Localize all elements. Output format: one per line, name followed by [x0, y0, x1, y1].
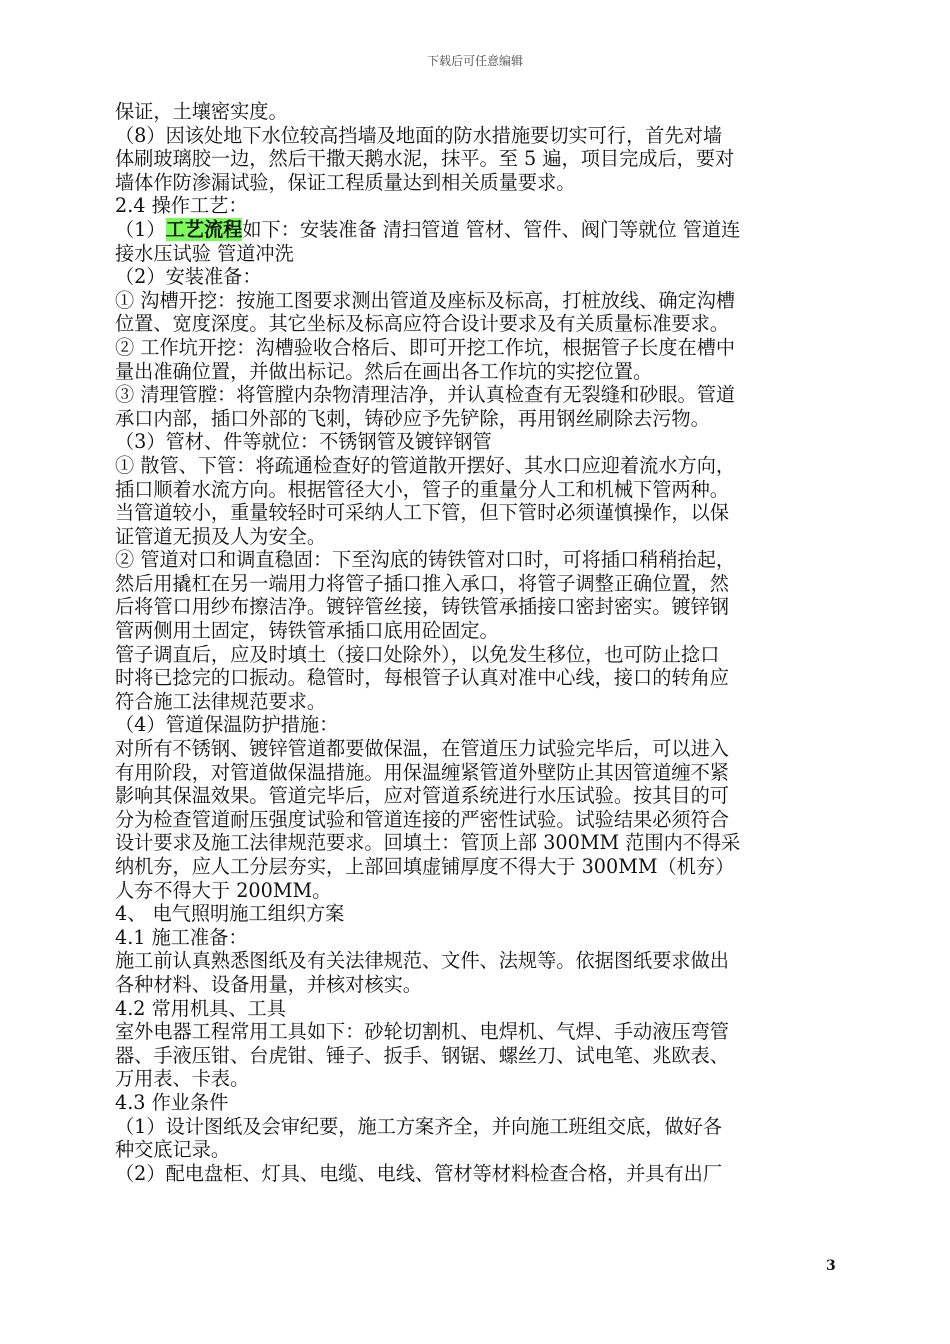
text-line: 然后用撬杠在另一端用力将管子插口推入承口，将管子调整正确位置，然 — [115, 571, 729, 595]
text-line: 有用阶段，对管道做保温措施。用保温缠紧管道外壁防止其因管道缠不紧 — [115, 760, 729, 784]
text-line: 各种材料、设备用量，并核对核实。 — [115, 972, 422, 996]
text-line: ② 管道对口和调直稳固：下至沟底的铸铁管对口时，可将插口稍稍抬起， — [115, 548, 736, 572]
page-header: 下载后可任意编辑 — [426, 54, 523, 68]
text-line: （4）管道保温防护措施： — [115, 713, 339, 737]
text-line: 4.1 施工准备： — [115, 925, 248, 949]
text-line: 符合施工法律规范要求。 — [115, 689, 327, 713]
highlighted-term: 工艺流程 — [165, 217, 243, 241]
text-line: 4.3 作业条件 — [115, 1090, 229, 1114]
text-line: 管子调直后，应及时填土（接口处除外），以免发生移位，也可防止捻口 — [115, 642, 720, 666]
text-line: ① 沟槽开挖：按施工图要求测出管道及座标及标高，打桩放线、确定沟槽 — [115, 288, 736, 312]
text-line: 对所有不锈钢、镀锌管道都要做保温，在管道压力试验完毕后，可以进入 — [115, 737, 729, 761]
text-line: 4.2 常用机具、工具 — [115, 996, 286, 1020]
text-line: （2）安装准备： — [115, 265, 262, 289]
page-number: 3 — [826, 1258, 836, 1274]
line-suffix: 如下：安装准备 清扫管道 管材、管件、阀门等就位 管道连 — [242, 217, 741, 241]
text-line: 4、 电气照明施工组织方案 — [115, 902, 345, 926]
text-line: 当管道较小，重量较轻时可采纳人工下管，但下管时必须谨慎操作，以保 — [115, 501, 729, 525]
text-line: 量出准确位置，并做出标记。然后在画出各工作坑的实挖位置。 — [115, 359, 653, 383]
text-line: 承口内部，插口外部的飞刺，铸砂应予先铲除，再用钢丝刷除去污物。 — [115, 406, 710, 430]
text-line: 室外电器工程常用工具如下：砂轮切割机、电焊机、气焊、手动液压弯管 — [115, 1020, 729, 1044]
text-line: 后将管口用纱布擦洁净。镀锌管丝接，铸铁管承插接口密封密实。镀锌钢 — [115, 595, 729, 619]
text-line: 器、手液压钳、台虎钳、锤子、扳手、钢锯、螺丝刀、试电笔、兆欧表、 — [115, 1043, 729, 1067]
text-line: 万用表、卡表。 — [115, 1067, 250, 1091]
text-line: （3）管材、件等就位：不锈钢管及镀锌钢管 — [115, 430, 492, 454]
text-line: 位置、宽度深度。其它坐标及标高应符合设计要求及有关质量标准要求。 — [115, 312, 729, 336]
text-line: 分为检查管道耐压强度试验和管道连接的严密性试验。试验结果必须符合 — [115, 807, 729, 831]
text-line: 种交底记录。 — [115, 1138, 231, 1162]
line-prefix: （1） — [115, 217, 166, 241]
text-line: ② 工作坑开挖：沟槽验收合格后、即可开挖工作坑，根据管子长度在槽中 — [115, 335, 736, 359]
text-line: （2）配电盘柜、灯具、电缆、电线、管材等材料检查合格，并具有出厂 — [115, 1161, 723, 1185]
text-line: 墙体作防渗漏试验，保证工程质量达到相关质量要求。 — [115, 170, 576, 194]
text-line: （1）设计图纸及会审纪要，施工方案齐全，并向施工班组交底，做好各 — [115, 1114, 723, 1138]
text-line: 影响其保温效果。管道完毕后，应对管道系统进行水压试验。按其目的可 — [115, 784, 729, 808]
text-line: ① 散管、下管：将疏通检查好的管道散开摆好、其水口应迎着流水方向， — [115, 453, 736, 477]
text-line: ③ 清理管膛：将管膛内杂物清理洁净，并认真检查有无裂缝和砂眼。管道 — [115, 383, 736, 407]
text-line: 施工前认真熟悉图纸及有关法律规范、文件、法规等。依据图纸要求做出 — [115, 949, 729, 973]
text-line: （8）因该处地下水位较高挡墙及地面的防水措施要切实可行，首先对墙 — [115, 123, 723, 147]
text-line: 插口顺着水流方向。根据管径大小，管子的重量分人工和机械下管两种。 — [115, 477, 729, 501]
text-line: 管两侧用土固定，铸铁管承插口底用砼固定。 — [115, 619, 499, 643]
text-line: 纳机夯，应人工分层夯实，上部回填虚铺厚度不得大于 300MM（机夯） — [115, 855, 735, 878]
text-line: 设计要求及施工法律规范要求。回填土：管顶上部 300MM 范围内不得采 — [115, 831, 741, 855]
text-line: 接水压试验 管道冲洗 — [115, 241, 294, 265]
document-body — [115, 100, 837, 1185]
text-line: 体刷玻璃胶一边，然后干撒天鹅水泥，抹平。至 5 遍，项目完成后，要对 — [115, 147, 735, 171]
text-line: 证管道无损及人为安全。 — [115, 524, 327, 548]
text-line: 2.4 操作工艺： — [115, 194, 248, 218]
text-line: 保证，土壤密实度。 — [115, 100, 288, 123]
text-line: 时将已捻完的口振动。稳管时，每根管子认真对准中心线，接口的转角应 — [115, 666, 729, 690]
text-line: 人夯不得大于 200MM。 — [115, 878, 332, 902]
text-line-highlighted — [115, 218, 837, 242]
